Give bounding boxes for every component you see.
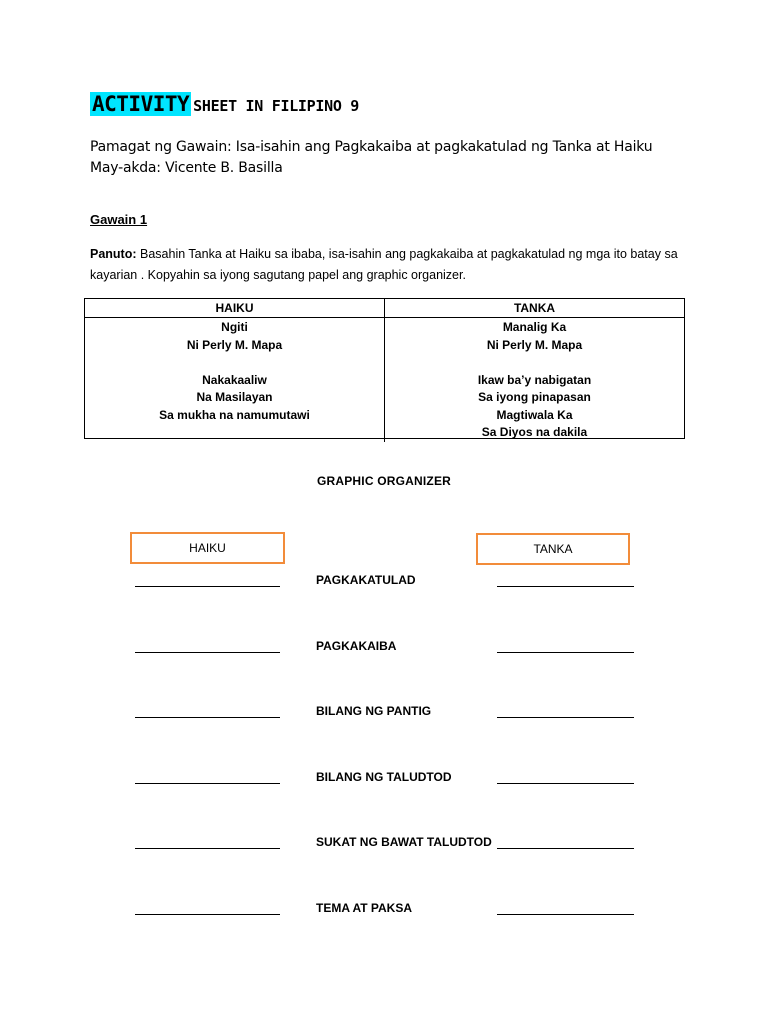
tanka-line: Magtiwala Ka: [496, 407, 573, 422]
haiku-answer-blank[interactable]: [135, 716, 280, 718]
poem-table: [84, 298, 685, 439]
haiku-answer-blank[interactable]: [135, 585, 280, 587]
organizer-row-label: TEMA AT PAKSA: [316, 901, 412, 915]
tanka-line: Sa Diyos na dakila: [481, 425, 588, 439]
haiku-answer-blank[interactable]: [135, 913, 280, 915]
instructions-text: Basahin Tanka at Haiku sa ibaba, isa-isahin ang pagkakaiba at pagkakatulad ng mga ito batay sa kayarian . Kopyahin sa iyong sagutang papel ang graphic organizer.: [90, 247, 678, 282]
tanka-poem-cell: [384, 318, 684, 442]
table-header-haiku: HAIKU: [215, 301, 254, 315]
table-header-row: [85, 299, 684, 318]
tanka-line: Ikaw ba’y nabigatan: [477, 372, 592, 387]
haiku-answer-blank[interactable]: [135, 782, 280, 784]
instructions-label: Panuto:: [90, 247, 137, 261]
worksheet-title: [90, 92, 359, 116]
organizer-row-label: BILANG NG PANTIG: [316, 704, 432, 718]
tanka-answer-blank[interactable]: [497, 716, 634, 718]
organizer-row-label: SUKAT NG BAWAT TALUDTOD: [316, 835, 492, 849]
tanka-answer-blank[interactable]: [497, 651, 634, 653]
tanka-answer-blank[interactable]: [497, 913, 634, 915]
haiku-answer-blank[interactable]: [135, 847, 280, 849]
haiku-line: Na Masilayan: [196, 390, 273, 404]
table-body-row: [85, 318, 684, 442]
tanka-answer-blank[interactable]: [497, 782, 634, 784]
instructions: [90, 244, 690, 286]
title-rest: SHEET IN FILIPINO 9: [193, 97, 360, 115]
tanka-author: Ni Perly M. Mapa: [486, 337, 583, 352]
table-header-tanka: TANKA: [384, 299, 684, 317]
haiku-column-header: HAIKU: [130, 532, 285, 564]
organizer-row-label: PAGKAKAIBA: [316, 639, 397, 653]
tanka-answer-blank[interactable]: [497, 585, 634, 587]
haiku-author: Ni Perly M. Mapa: [186, 337, 283, 352]
organizer-row-label: BILANG NG TALUDTOD: [316, 770, 452, 784]
tanka-column-header: TANKA: [476, 533, 630, 565]
graphic-organizer-title: GRAPHIC ORGANIZER: [316, 474, 452, 488]
tanka-answer-blank[interactable]: [497, 847, 634, 849]
tanka-line: Sa iyong pinapasan: [478, 390, 591, 404]
activity-title-line: Pamagat ng Gawain: Isa-isahin ang Pagkakaiba at pagkakatulad ng Tanka at Haiku: [90, 139, 653, 155]
organizer-row-label: PAGKAKATULAD: [316, 573, 416, 587]
haiku-poem-cell: [85, 318, 384, 442]
haiku-line: Sa mukha na namumutawi: [159, 407, 310, 422]
author-line: May-akda: Vicente B. Basilla: [90, 160, 283, 176]
haiku-line: Nakakaaliw: [202, 372, 267, 387]
haiku-title: Ngiti: [221, 320, 248, 334]
haiku-answer-blank[interactable]: [135, 651, 280, 653]
title-highlight: ACTIVITY: [92, 92, 190, 116]
section-heading: Gawain 1: [90, 212, 148, 227]
tanka-title: Manalig Ka: [502, 320, 567, 334]
